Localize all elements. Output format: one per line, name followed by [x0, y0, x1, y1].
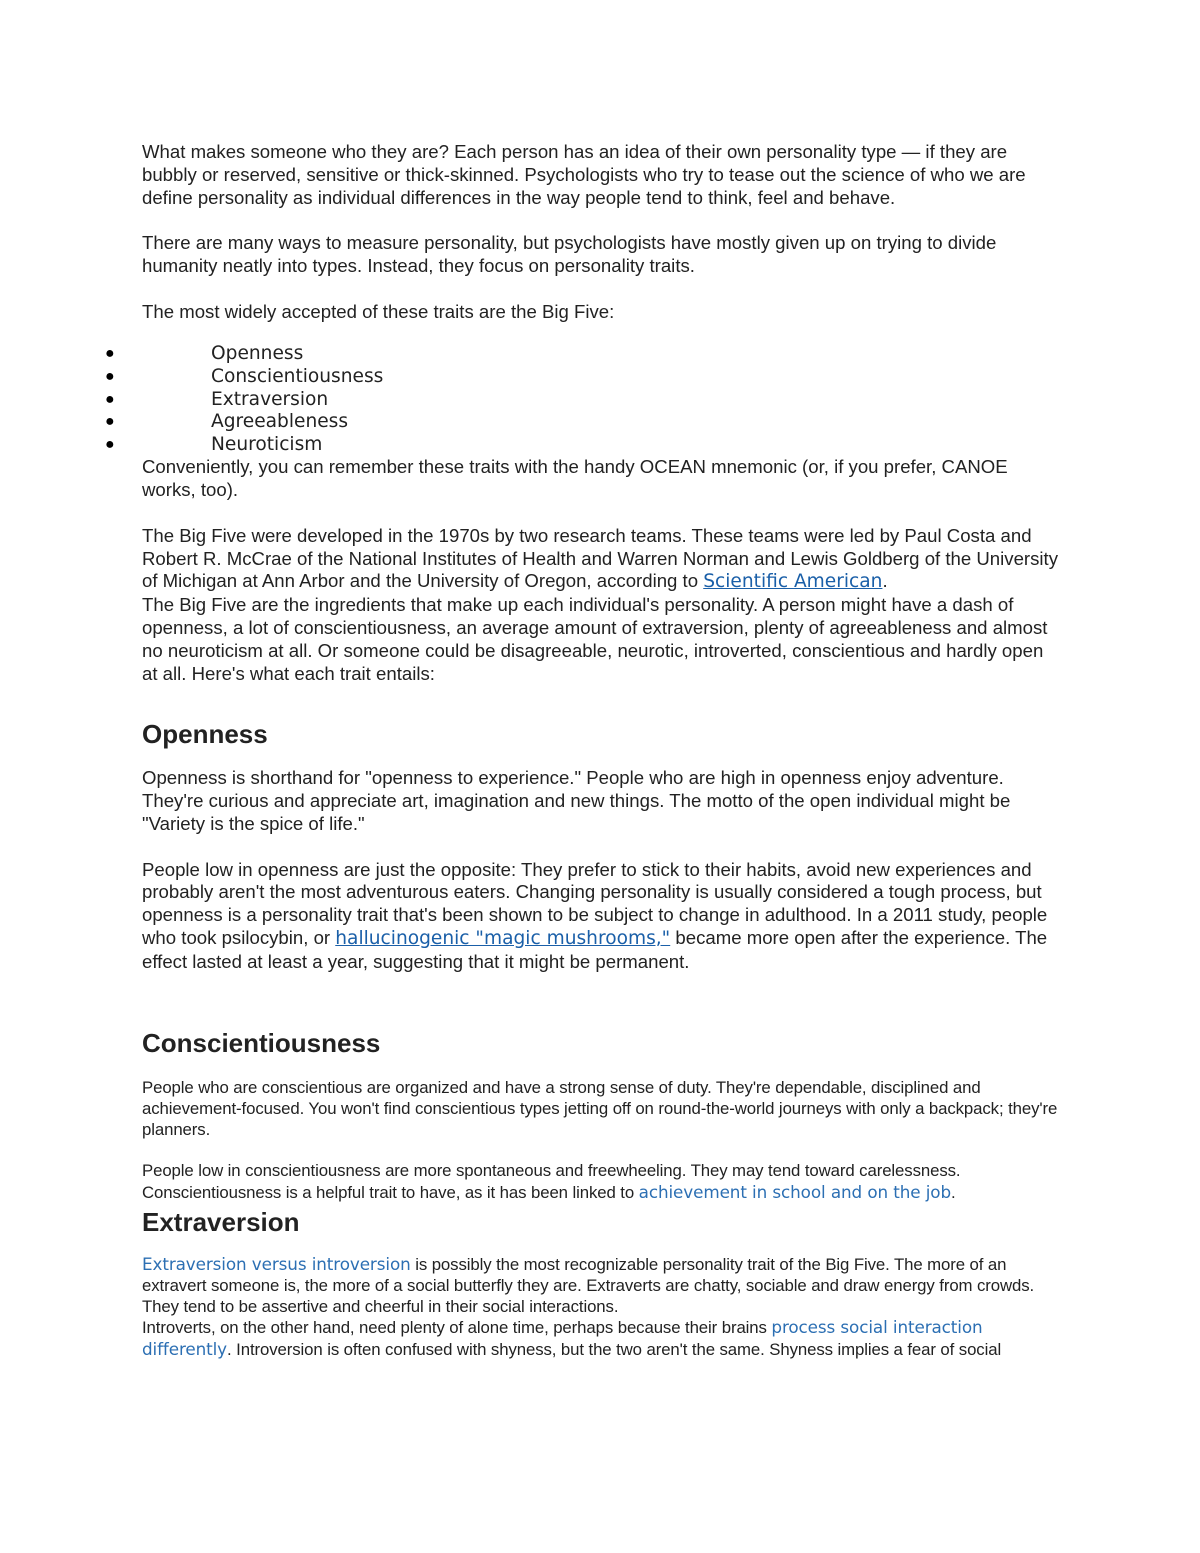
- intro-paragraph-2: There are many ways to measure personality, but psychologists have mostly given up on trying to divide humanity neatly into types. Instead, they focus on personality traits.: [142, 232, 997, 276]
- openness-heading: Openness: [142, 719, 268, 750]
- conscientiousness-text: People low in conscientiousness are more spontaneous and freewheeling. They may tend toward carelessness. Conscientiousness is a helpful trait to have, as it has been linked to: [142, 1161, 961, 1202]
- list-item: [105, 343, 1062, 366]
- intro-paragraph-1: What makes someone who they are? Each person has an idea of their own personality type — if they are bubbly or reserved, sensitive or thick-skinned. Psychologists who try to tease out the science of who we are define personality as individual differences in the way people tend to think, feel and behave.: [142, 141, 1026, 208]
- history-text: The Big Five were developed in the 1970s by two research teams. These teams were led by Paul Costa and Robert R. McCrae of the National Institutes of Health and Warren Norman and Lewis Goldberg of the University of Michigan at Ann Arbor and the University of Oregon, according to: [142, 524, 1058, 592]
- openness-paragraph-1: Openness is shorthand for "openness to experience." People who are high in openness enjoy adventure. They're curious and appreciate art, imagination and new things. The motto of the open individual might be "Variety is the spice of life.": [142, 767, 1011, 834]
- openness-paragraph-2: [142, 859, 1062, 974]
- trait-label: Openness: [211, 343, 304, 365]
- list-item: [105, 388, 1062, 412]
- extraversion-introversion-link[interactable]: Extraversion versus introversion: [142, 1254, 411, 1275]
- openness-text-end: became more open after the experience. The effect lasted at least a year, suggesting that it might be permanent.: [142, 926, 1048, 972]
- bullet-icon: ●: [105, 345, 115, 363]
- big-five-list: [105, 343, 1062, 456]
- trait-label: Conscientiousness: [211, 365, 384, 387]
- openness-text: People low in openness are just the opposite: They prefer to stick to their habits, avoid new experiences and probably aren't the most adventurous eaters. Changing personality is usually considered a tough process, but openness is a personality trait that's been shown to be subject to change in adulthood. In a 2011 study, people who took psilocybin, or: [142, 858, 1048, 948]
- list-item: [105, 411, 1062, 434]
- conscientiousness-text-end: .: [951, 1182, 956, 1202]
- achievement-link[interactable]: achievement in school and on the job: [638, 1181, 952, 1202]
- conscientiousness-heading: Conscientiousness: [142, 1028, 381, 1059]
- scientific-american-link[interactable]: Scientific American: [703, 571, 883, 593]
- list-item: [105, 365, 1062, 389]
- trait-label: Extraversion: [211, 388, 329, 410]
- extraversion-paragraph-2: [142, 1317, 1062, 1360]
- introverts-text-end: . Introversion is often confused with shyness, but the two aren't the same. Shyness implies a fear of social: [227, 1339, 1002, 1359]
- document-page: [105, 141, 1062, 1360]
- trait-label: Agreeableness: [211, 411, 349, 433]
- bullet-icon: ●: [105, 435, 115, 453]
- conscientiousness-paragraph-2: [142, 1161, 1062, 1203]
- trait-label: Neuroticism: [211, 433, 323, 455]
- bullet-icon: ●: [105, 390, 115, 408]
- extraversion-paragraph-1: [142, 1254, 1062, 1317]
- list-item: [105, 433, 1062, 457]
- bullet-icon: ●: [105, 413, 115, 431]
- mnemonic-paragraph: Conveniently, you can remember these traits with the handy OCEAN mnemonic (or, if you prefer, CANOE works, too).: [142, 456, 1008, 501]
- history-paragraph-2: The Big Five are the ingredients that make up each individual's personality. A person might have a dash of openness, a lot of conscientiousness, an average amount of extraversion, plenty of agreeableness and almost no neuroticism at all. Or someone could be disagreeable, neurotic, introverted, conscientious and hardly open at all. Here's what each trait entails:: [142, 594, 1048, 684]
- intro-paragraph-3: The most widely accepted of these traits are the Big Five:: [142, 300, 615, 322]
- conscientiousness-paragraph-1: People who are conscientious are organized and have a strong sense of duty. They're dependable, disciplined and achievement-focused. You won't find conscientious types jetting off on round-the-world journeys with only a backpack; they're planners.: [142, 1078, 1058, 1139]
- history-text-end: .: [882, 570, 888, 592]
- history-paragraph-1: [142, 525, 1062, 594]
- bullet-icon: ●: [105, 367, 115, 385]
- magic-mushrooms-link[interactable]: hallucinogenic "magic mushrooms,": [335, 927, 671, 949]
- extraversion-heading: Extraversion: [142, 1207, 300, 1238]
- extraversion-text: is possibly the most recognizable personality trait of the Big Five. The more of an extravert someone is, the more of a social butterfly they are. Extraverts are chatty, sociable and draw energy from crowds. They tend to be assertive and cheerful in their social interactions.: [142, 1255, 1035, 1316]
- social-interaction-link[interactable]: process social interaction differently: [142, 1317, 983, 1359]
- introverts-text: Introverts, on the other hand, need plenty of alone time, perhaps because their brains: [142, 1318, 772, 1338]
